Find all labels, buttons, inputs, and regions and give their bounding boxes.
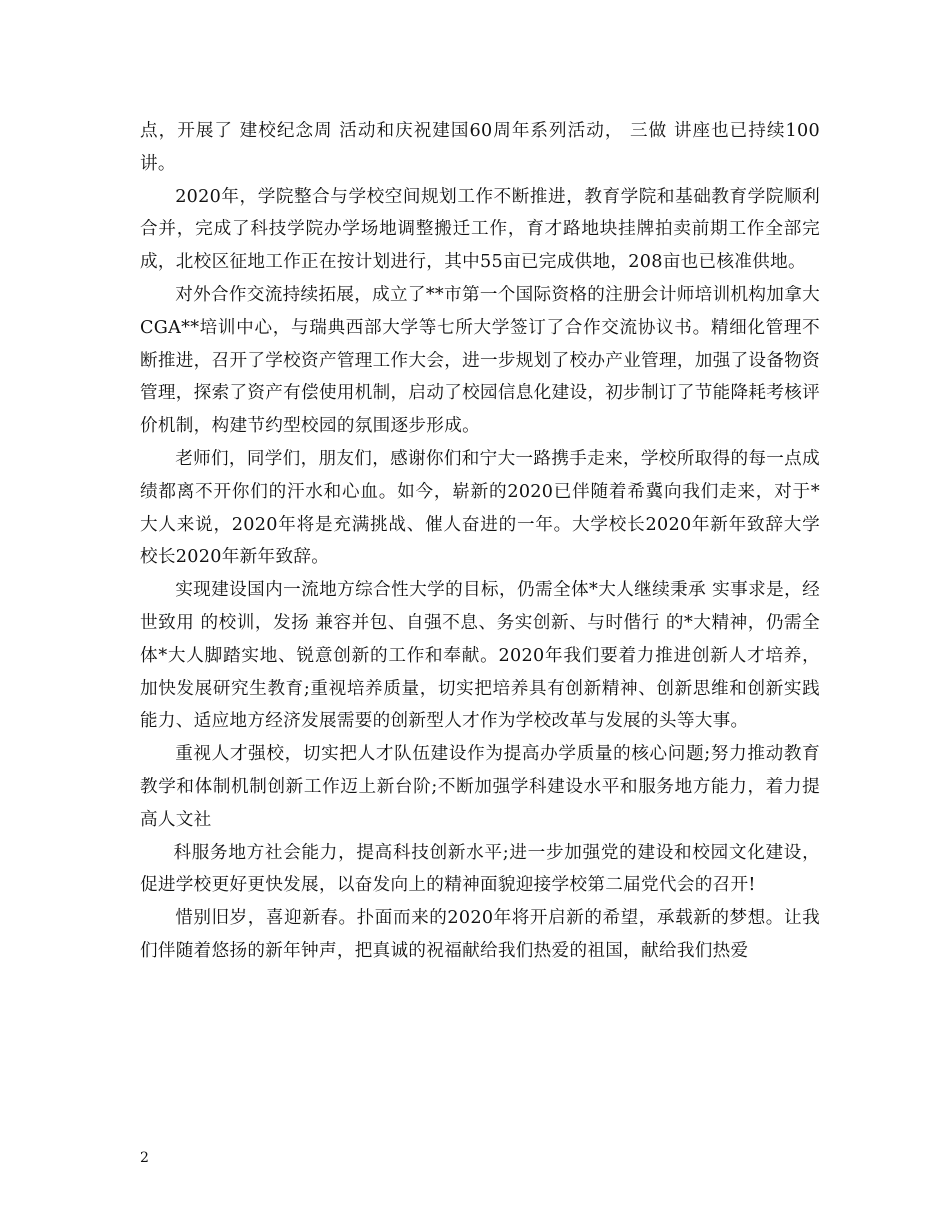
paragraph-6: 重视人才强校，切实把人才队伍建设作为提高办学质量的核心问题;努力推动教育教学和体制机制创新工作迈上新台阶;不断加强学科建设水平和服务地方能力，着力提高人文社 xyxy=(140,744,820,830)
page-number: 2 xyxy=(140,1150,149,1166)
document-body xyxy=(140,115,820,968)
paragraph-2: 2020年，学院整合与学校空间规划工作不断推进，教育学院和基础教育学院顺利合并，完成了科技学院办学场地调整搬迁工作，育才路地块挂牌拍卖前期工作全部完成，北校区征地工作正在按计划进行，其中55亩已完成供地，208亩也已核准供地。 xyxy=(140,186,820,273)
paragraph-8: 惜别旧岁，喜迎新春。扑面而来的2020年将开启新的希望，承载新的梦想。让我们伴随着悠扬的新年钟声，把真诚的祝福献给我们热爱的祖国，献给我们热爱 xyxy=(140,908,820,961)
paragraph-4: 老师们，同学们，朋友们，感谢你们和宁大一路携手走来，学校所取得的每一点成绩都离不开你们的汗水和心血。如今，崭新的2020已伴随着希冀向我们走来，对于*大人来说，2020年将是充满挑战、催人奋进的一年。大学校长2020年新年致辞大学校长2020年新年致辞。 xyxy=(140,448,820,568)
paragraph-5: 实现建设国内一流地方综合性大学的目标，仍需全体*大人继续秉承 实事求是，经世致用 的校训，发扬 兼容并包、自强不息、务实创新、与时偕行 的*大精神，仍需全体*大人脚踏实地、锐意创新的工作和奉献。2020年我们要着力推进创新人才培养，加快发展研究生教育;重视培养质量，切实把培养具有创新精神、创新思维和创新实践能力、适应地方经济发展需要的创新型人才作为学校改革与发展的头等大事。 xyxy=(140,580,820,732)
paragraph-1: 点，开展了 建校纪念周 活动和庆祝建国60周年系列活动， 三做 讲座也已持续100讲。 xyxy=(140,121,820,174)
paragraph-7: 科服务地方社会能力，提高科技创新水平;进一步加强党的建设和校园文化建设，促进学校更好更快发展，以奋发向上的精神面貌迎接学校第二届党代会的召开! xyxy=(140,842,820,896)
paragraph-3: 对外合作交流持续拓展，成立了**市第一个国际资格的注册会计师培训机构加拿大CGA**培训中心，与瑞典西部大学等七所大学签订了合作交流协议书。精细化管理不断推进，召开了学校资产管理工作大会，进一步规划了校办产业管理，加强了设备物资管理，探索了资产有偿使用机制，启动了校园信息化建设，初步制订了节能降耗考核评价机制，构建节约型校园的氛围逐步形成。 xyxy=(140,284,820,437)
